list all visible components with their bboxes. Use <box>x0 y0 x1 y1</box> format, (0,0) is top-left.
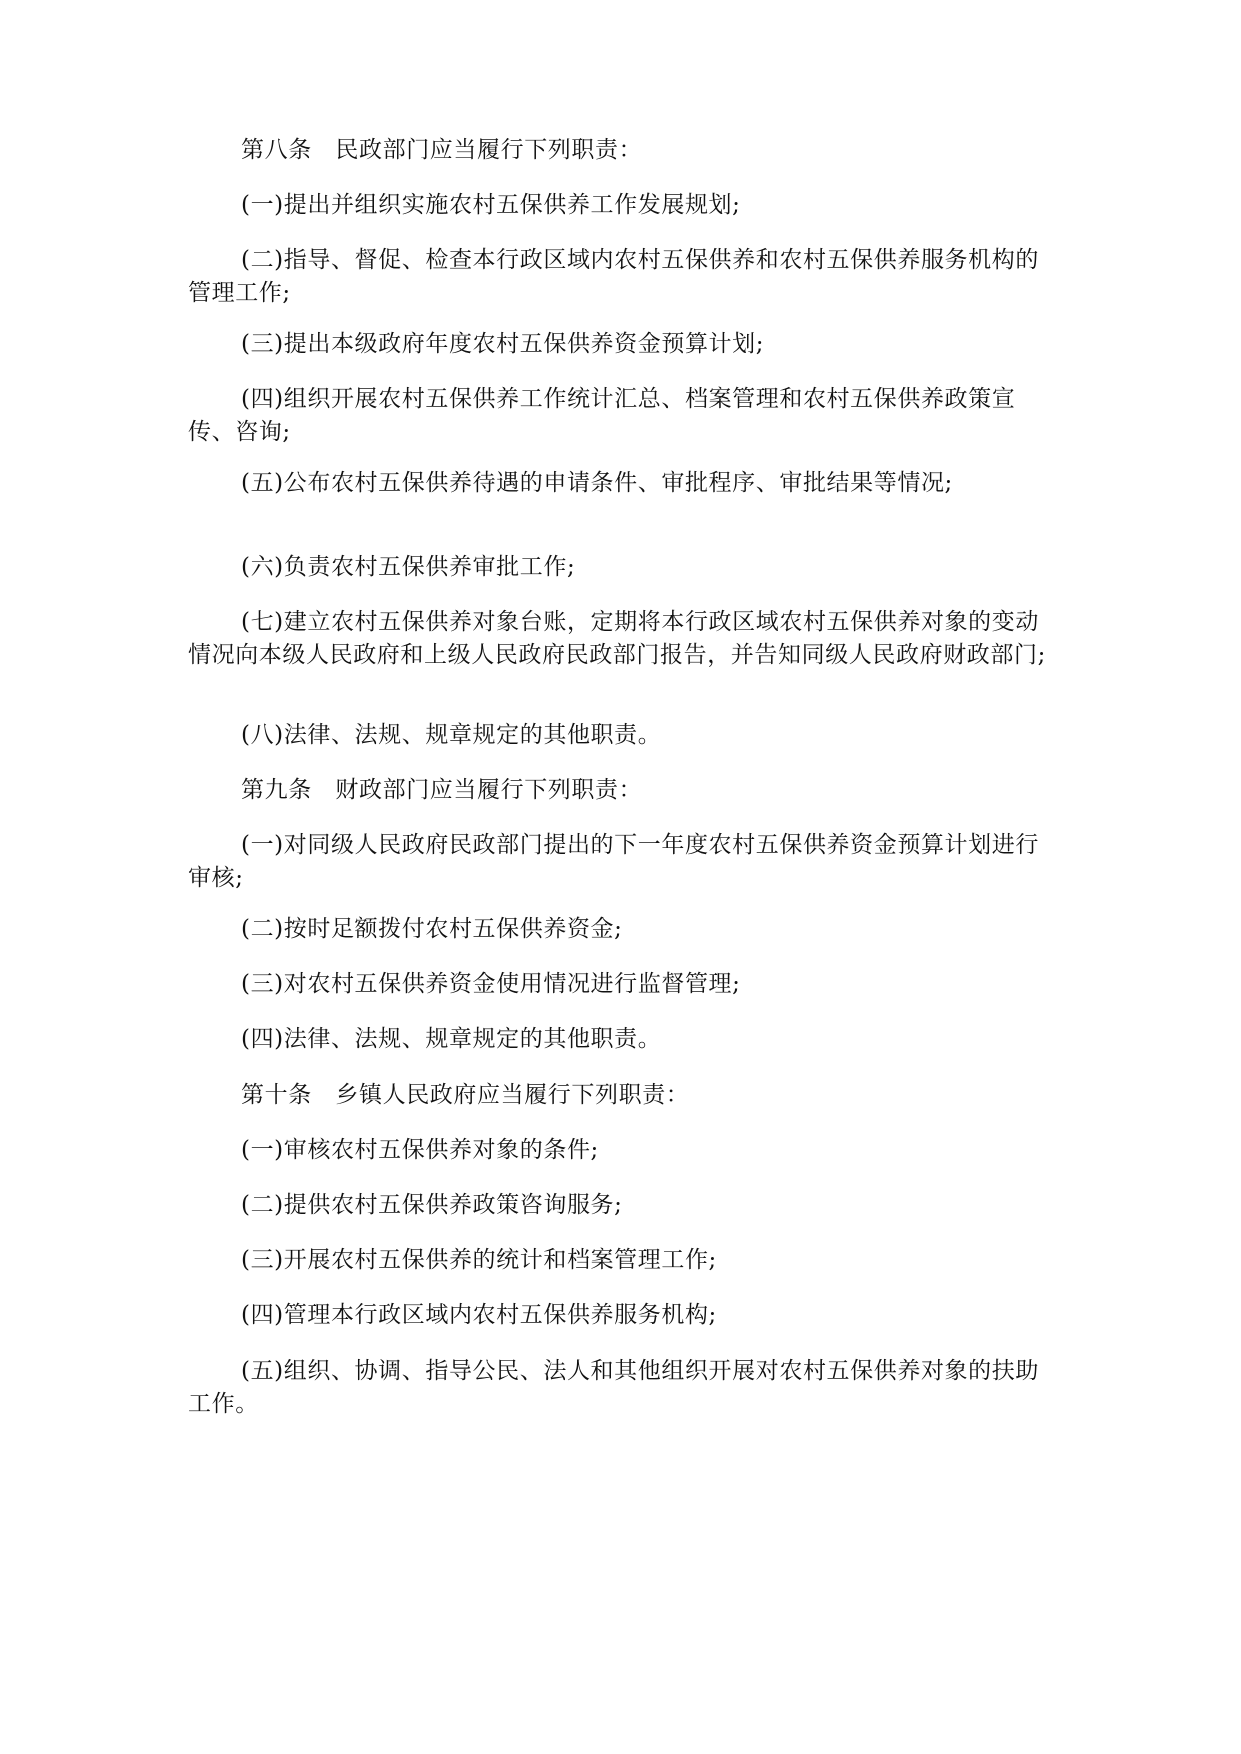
article-10-item-3: (三)开展农村五保供养的统计和档案管理工作; <box>241 1247 717 1273</box>
article-10-item-2: (二)提供农村五保供养政策咨询服务; <box>241 1192 623 1218</box>
article-8-item-4: (四)组织开展农村五保供养工作统计汇总、档案管理和农村五保供养政策宣传、咨询; <box>188 386 1016 445</box>
article-8-heading: 第八条 民政部门应当履行下列职责： <box>241 137 643 163</box>
article-8-item-6: (六)负责农村五保供养审批工作; <box>241 554 576 580</box>
article-9-item-4: (四)法律、法规、规章规定的其他职责。 <box>241 1026 662 1052</box>
article-8-item-1: (一)提出并组织实施农村五保供养工作发展规划; <box>241 192 741 218</box>
article-10-item-5: (五)组织、协调、指导公民、法人和其他组织开展对农村五保供养对象的扶助工作。 <box>188 1358 1039 1417</box>
article-10-item-1: (一)审核农村五保供养对象的条件; <box>241 1137 599 1163</box>
article-8-item-2: (二)指导、督促、检查本行政区域内农村五保供养和农村五保供养服务机构的管理工作; <box>188 247 1039 306</box>
article-8-item-8: (八)法律、法规、规章规定的其他职责。 <box>241 722 662 748</box>
article-10-heading: 第十条 乡镇人民政府应当履行下列职责： <box>241 1082 690 1108</box>
article-9-item-2: (二)按时足额拨付农村五保供养资金; <box>241 916 623 942</box>
article-9-heading: 第九条 财政部门应当履行下列职责： <box>241 777 643 803</box>
article-8-item-7: (七)建立农村五保供养对象台账，定期将本行政区域农村五保供养对象的变动情况向本级人民政府和上级人民政府民政部门报告，并告知同级人民政府财政部门; <box>188 609 1046 668</box>
article-9-item-3: (三)对农村五保供养资金使用情况进行监督管理; <box>241 971 741 997</box>
article-8-item-5: (五)公布农村五保供养待遇的申请条件、审批程序、审批结果等情况; <box>241 470 953 496</box>
article-9-item-1: (一)对同级人民政府民政部门提出的下一年度农村五保供养资金预算计划进行审核; <box>188 832 1039 891</box>
article-8-item-3: (三)提出本级政府年度农村五保供养资金预算计划; <box>241 331 765 357</box>
article-10-item-4: (四)管理本行政区域内农村五保供养服务机构; <box>241 1302 717 1328</box>
